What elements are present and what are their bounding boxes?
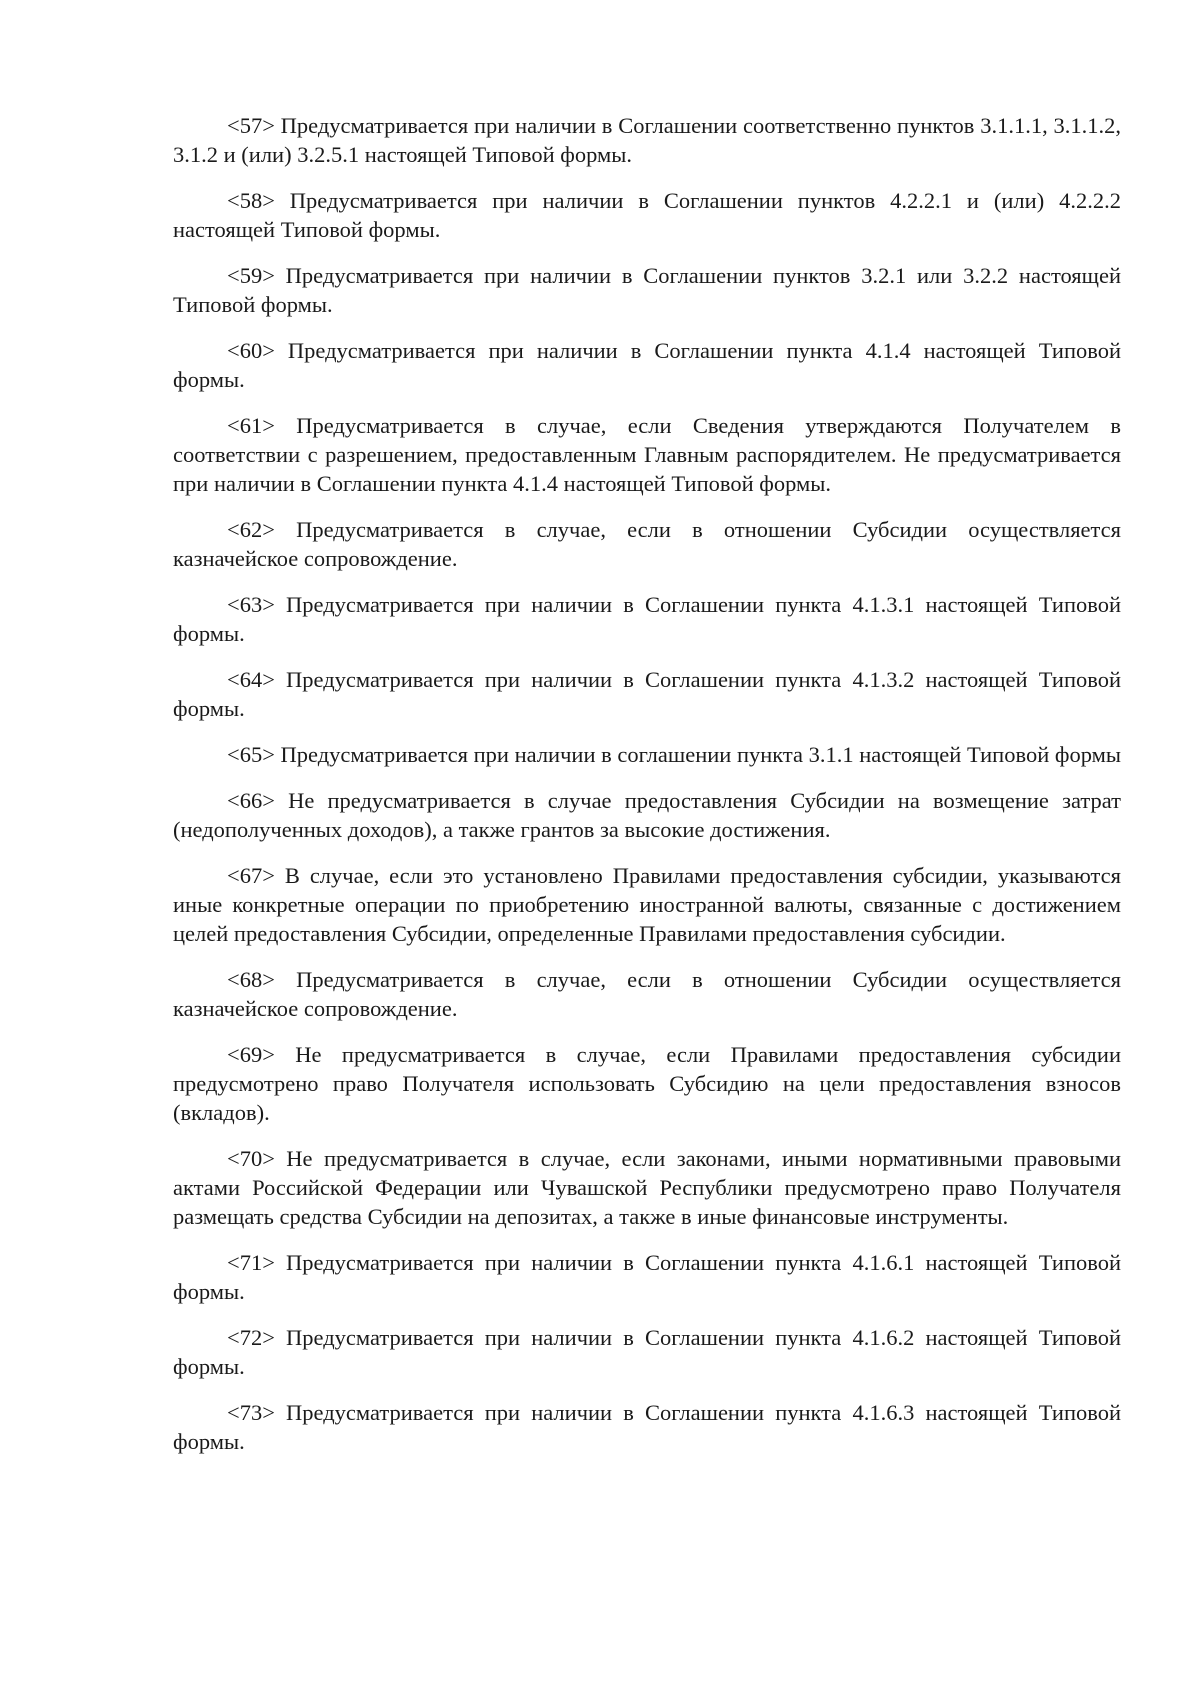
footnote-59: <59> Предусматривается при наличии в Соглашении пунктов 3.2.1 или 3.2.2 настоящей Типовой формы. — [173, 263, 1121, 317]
footnote-63: <63> Предусматривается при наличии в Соглашении пункта 4.1.3.1 настоящей Типовой формы. — [173, 592, 1121, 646]
footnote-62: <62> Предусматривается в случае, если в отношении Субсидии осуществляется казначейское сопровождение. — [173, 517, 1121, 571]
document-page — [173, 111, 1121, 1473]
footnote-71: <71> Предусматривается при наличии в Соглашении пункта 4.1.6.1 настоящей Типовой формы. — [173, 1250, 1121, 1304]
footnote-67: <67> В случае, если это установлено Правилами предоставления субсидии, указываются иные конкретные операции по приобретению иностранной валюты, связанные с достижением целей предоставления Субсидии, определенные Правилами предоставления субсидии. — [173, 863, 1121, 946]
footnote-69: <69> Не предусматривается в случае, если Правилами предоставления субсидии предусмотрено право Получателя использовать Субсидию на цели предоставления взносов (вкладов). — [173, 1042, 1121, 1125]
footnote-68: <68> Предусматривается в случае, если в отношении Субсидии осуществляется казначейское сопровождение. — [173, 967, 1121, 1021]
footnote-70: <70> Не предусматривается в случае, если законами, иными нормативными правовыми актами Российской Федерации или Чувашской Республики предусмотрено право Получателя размещать средства Субсидии на депозитах, а также в иные финансовые инструменты. — [173, 1146, 1121, 1229]
footnote-60: <60> Предусматривается при наличии в Соглашении пункта 4.1.4 настоящей Типовой формы. — [173, 338, 1121, 392]
footnote-73: <73> Предусматривается при наличии в Соглашении пункта 4.1.6.3 настоящей Типовой формы. — [173, 1400, 1121, 1454]
footnote-66: <66> Не предусматривается в случае предоставления Субсидии на возмещение затрат (недополученных доходов), а также грантов за высокие достижения. — [173, 788, 1121, 842]
footnote-58: <58> Предусматривается при наличии в Соглашении пунктов 4.2.2.1 и (или) 4.2.2.2 настоящей Типовой формы. — [173, 188, 1121, 242]
footnote-64: <64> Предусматривается при наличии в Соглашении пункта 4.1.3.2 настоящей Типовой формы. — [173, 667, 1121, 721]
footnote-65: <65> Предусматривается при наличии в соглашении пункта 3.1.1 настоящей Типовой формы — [227, 742, 1121, 767]
footnote-61: <61> Предусматривается в случае, если Сведения утверждаются Получателем в соответствии с разрешением, предоставленным Главным распорядителем. Не предусматривается при наличии в Соглашении пункта 4.1.4 настоящей Типовой формы. — [173, 413, 1121, 496]
footnote-57: <57> Предусматривается при наличии в Соглашении соответственно пунктов 3.1.1.1, 3.1.1.2, 3.1.2 и (или) 3.2.5.1 настоящей Типовой формы. — [173, 113, 1121, 167]
footnote-72: <72> Предусматривается при наличии в Соглашении пункта 4.1.6.2 настоящей Типовой формы. — [173, 1325, 1121, 1379]
